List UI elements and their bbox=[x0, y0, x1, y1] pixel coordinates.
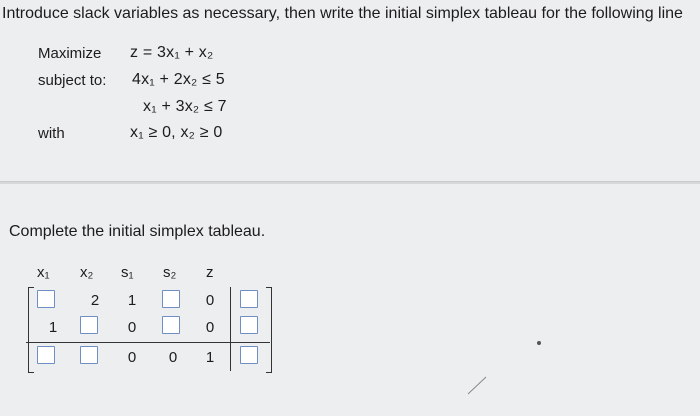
answer-box-r1-x1[interactable] bbox=[37, 290, 55, 308]
question-title: Introduce slack variables as necessary, then write the initial simplex tableau for the following line bbox=[2, 5, 683, 22]
with-label: with bbox=[38, 125, 65, 142]
cell-r1-s1: 1 bbox=[127, 292, 137, 309]
cell-r2-s1: 0 bbox=[127, 319, 137, 336]
section-divider bbox=[0, 181, 700, 184]
header-s1: s₁ bbox=[121, 264, 134, 281]
nonnegativity-constraints: x₁ ≥ 0, x₂ ≥ 0 bbox=[130, 124, 223, 141]
answer-box-r2-rhs[interactable] bbox=[240, 316, 258, 334]
subject-to-label: subject to: bbox=[38, 72, 107, 89]
objective-function: z = 3x₁ + x₂ bbox=[130, 44, 214, 61]
cell-r3-s1: 0 bbox=[127, 349, 137, 366]
maximize-label: Maximize bbox=[38, 45, 102, 62]
cell-r2-x1: 1 bbox=[48, 319, 58, 336]
constraint-1: 4x₁ + 2x₂ ≤ 5 bbox=[132, 71, 225, 88]
augment-divider bbox=[230, 287, 231, 371]
answer-box-r3-x2[interactable] bbox=[80, 346, 98, 364]
cell-r3-s2: 0 bbox=[168, 349, 178, 366]
answer-box-r3-rhs[interactable] bbox=[240, 346, 258, 364]
header-s2: s₂ bbox=[163, 264, 177, 281]
answer-box-r3-x1[interactable] bbox=[37, 346, 55, 364]
answer-box-r2-x2[interactable] bbox=[80, 316, 98, 334]
header-x2: x₂ bbox=[80, 264, 94, 281]
constraint-2: x₁ + 3x₂ ≤ 7 bbox=[143, 98, 227, 115]
objective-row-divider bbox=[26, 342, 270, 343]
header-z: z bbox=[206, 264, 214, 281]
matrix-left-bracket bbox=[28, 287, 34, 373]
answer-box-r2-s2[interactable] bbox=[162, 316, 180, 334]
tableau-instruction: Complete the initial simplex tableau. bbox=[9, 223, 266, 240]
stray-pen-mark bbox=[466, 374, 488, 396]
answer-box-r1-s2[interactable] bbox=[162, 290, 180, 308]
cell-r1-z: 0 bbox=[205, 292, 215, 309]
cell-r2-z: 0 bbox=[205, 319, 215, 336]
cell-r1-x2: 2 bbox=[90, 292, 100, 309]
header-x1: x₁ bbox=[37, 264, 50, 281]
cell-r3-z: 1 bbox=[205, 349, 215, 366]
answer-box-r1-rhs[interactable] bbox=[240, 290, 258, 308]
matrix-right-bracket bbox=[266, 287, 272, 373]
stray-dot bbox=[537, 341, 541, 345]
